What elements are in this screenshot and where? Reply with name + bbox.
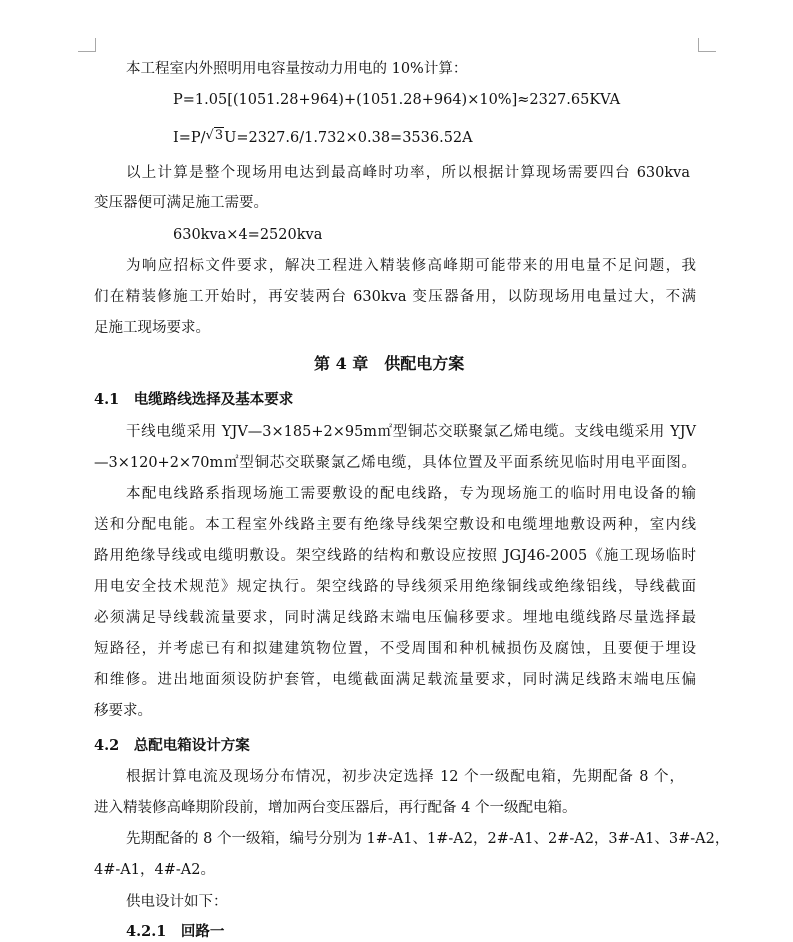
paragraph-resp-line-2: 们在精装修施工开始时，再安装两台 630kva 变压器备用，以防现场用电量过大，不满 xyxy=(94,289,696,305)
paragraph-first-line-2: 4#-A1，4#-A2。 xyxy=(94,862,215,878)
paragraph-calc-line-2: 变压器便可满足施工需要。 xyxy=(94,195,268,211)
chapter-title: 第 4 章 供配电方案 xyxy=(314,354,465,373)
formula-current xyxy=(173,128,473,149)
paragraph-route-line-7: 和维修。进出地面须设防护套管，电缆截面满足载流量要求，同时满足线路末端电压偏 xyxy=(94,672,696,688)
paragraph-route-line-8: 移要求。 xyxy=(94,703,152,719)
heading-4-2-1: 4.2.1 回路一 xyxy=(126,923,225,940)
page-corner-mark-right xyxy=(698,38,716,52)
paragraph-cable-line-1: 干线电缆采用 YJV—3×185+2×95m㎡型铜芯交联聚氯乙烯电缆。支线电缆采用 YJV xyxy=(126,424,696,440)
paragraph-route-line-1: 本配电线路系指现场施工需要敷设的配电线路，专为现场施工的临时用电设备的输 xyxy=(126,486,696,502)
heading-4-1: 4.1 电缆路线选择及基本要求 xyxy=(94,391,294,408)
paragraph-route-line-4: 用电安全技术规范》规定执行。架空线路的导线须采用绝缘铜线或绝缘铝线，导线截面 xyxy=(94,579,696,595)
paragraph-first-line-1: 先期配备的 8 个一级箱，编号分别为 1#-A1、1#-A2，2#-A1、2#-A2，3#-A1、3#-A2， xyxy=(126,831,730,847)
paragraph-box-line-1: 根据计算电流及现场分布情况，初步决定选择 12 个一级配电箱，先期配备 8 个， xyxy=(126,769,684,785)
formula-current-prefix: I=P/ xyxy=(173,130,206,146)
paragraph-calc-line-1: 以上计算是整个现场用电达到最高峰时功率，所以根据计算现场需要四台 630kva xyxy=(126,165,690,181)
sqrt-symbol: √ xyxy=(205,128,214,143)
paragraph-supply: 供电设计如下： xyxy=(126,894,228,910)
paragraph-route-line-3: 路用绝缘导线或电缆明敷设。架空线路的结构和敷设应按照 JGJ46-2005《施工现场临时 xyxy=(94,548,696,564)
sqrt-argument: 3 xyxy=(214,128,224,143)
paragraph-resp-line-3: 足施工现场要求。 xyxy=(94,320,210,336)
paragraph-route-line-6: 短路径，并考虑已有和拟建建筑物位置，不受周围和种机械损伤及腐蚀，且要便于埋设 xyxy=(94,641,696,657)
paragraph-route-line-2: 送和分配电能。本工程室外线路主要有绝缘导线架空敷设和电缆埋地敷设两种，室内线 xyxy=(94,517,696,533)
paragraph-intro: 本工程室内外照明用电容量按动力用电的 10%计算： xyxy=(126,61,468,77)
formula-power: P=1.05[(1051.28+964)+(1051.28+964)×10%]≈2327.65KVA xyxy=(173,92,621,108)
paragraph-resp-line-1: 为响应招标文件要求，解决工程进入精装修高峰期可能带来的用电量不足问题，我 xyxy=(126,258,696,274)
paragraph-route-line-5: 必须满足导线载流量要求，同时满足线路末端电压偏移要求。埋地电缆线路尽量选择最 xyxy=(94,610,696,626)
heading-4-2: 4.2 总配电箱设计方案 xyxy=(94,737,250,754)
formula-kva: 630kva×4=2520kva xyxy=(173,227,323,243)
page-corner-mark-left xyxy=(78,38,96,52)
paragraph-cable-line-2: —3×120+2×70m㎡型铜芯交联聚氯乙烯电缆，具体位置及平面系统见临时用电平面图。 xyxy=(94,455,696,471)
formula-current-suffix: U=2327.6/1.732×0.38=3536.52A xyxy=(224,130,473,146)
paragraph-box-line-2: 进入精装修高峰期阶段前，增加两台变压器后，再行配备 4 个一级配电箱。 xyxy=(94,800,577,816)
